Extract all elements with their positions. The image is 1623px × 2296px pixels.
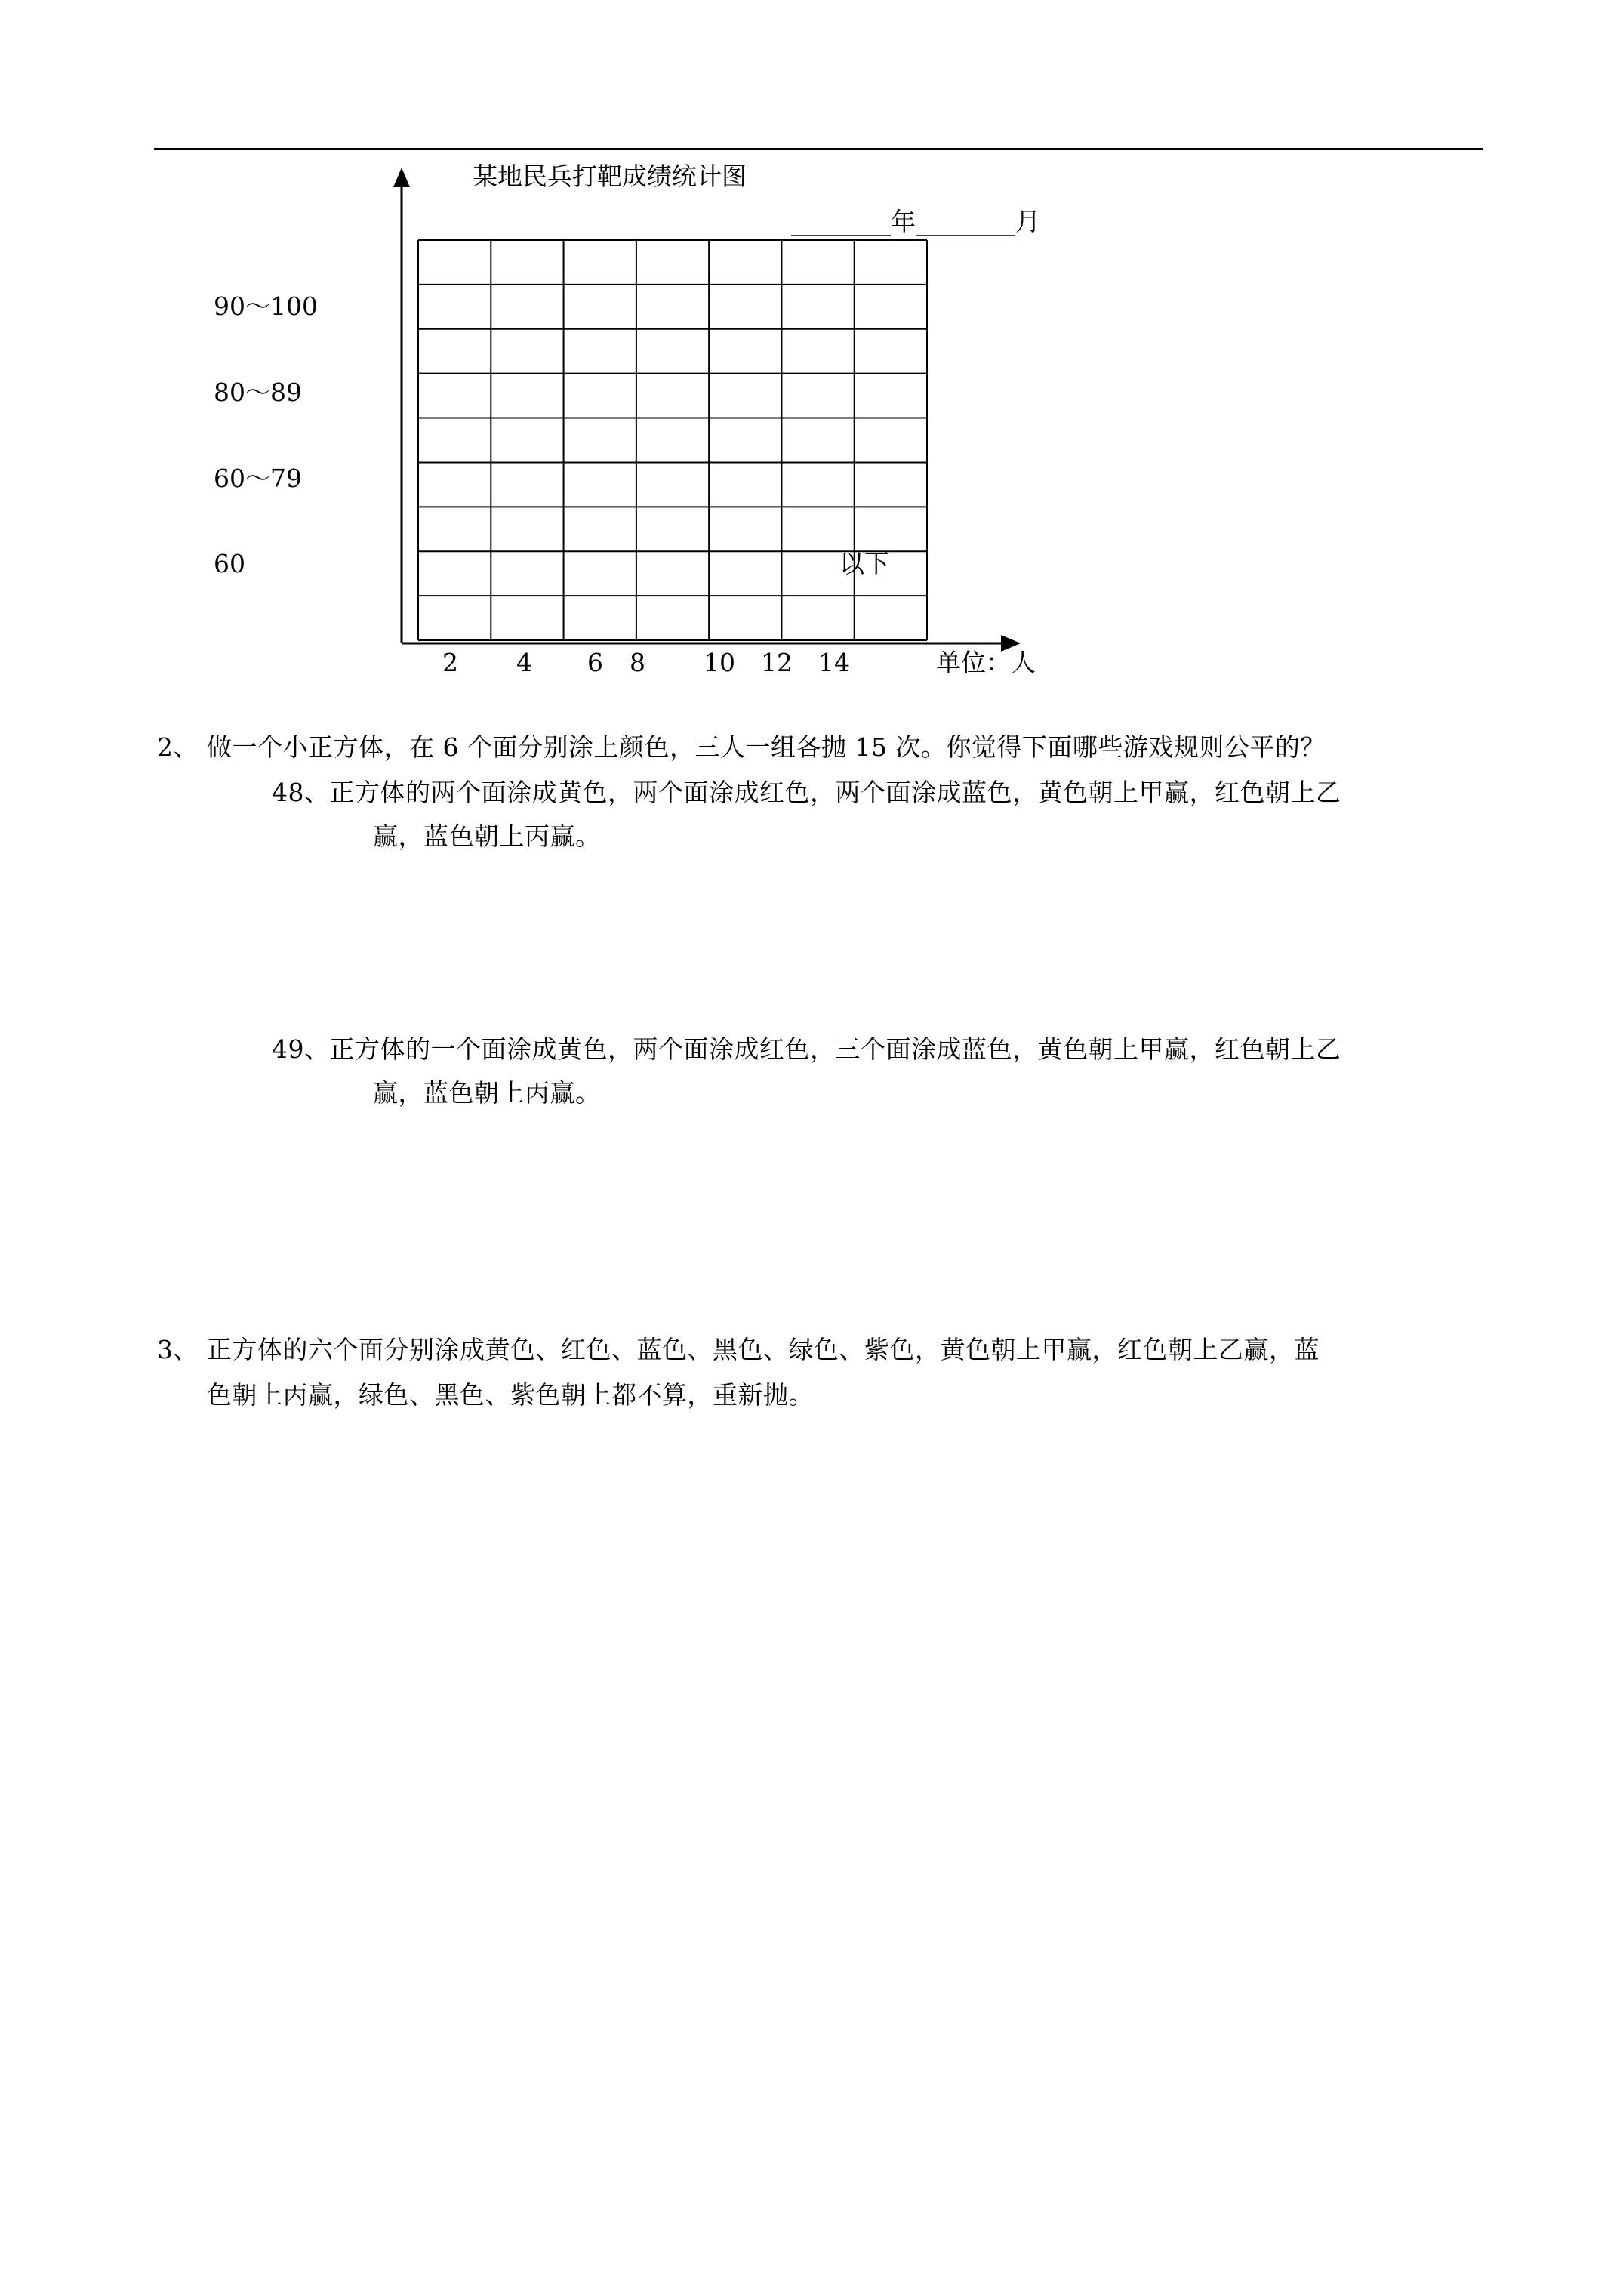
y-axis-arrow-icon: [393, 168, 410, 187]
question-49-line-2: 赢，蓝色朝上丙赢。: [373, 1078, 601, 1108]
question-2-stem: 2、 做一个小正方体，在 6 个面分别涂上颜色，三人一组各抛 15 次。你觉得下面哪些游戏规则公平的？: [157, 732, 1326, 762]
x-axis-arrow-icon: [1001, 635, 1021, 652]
date-line: ________年________月: [791, 207, 1040, 236]
x-tick-12: 12: [761, 648, 793, 677]
question-49-line-1: 49、正方体的一个面涂成黄色，两个面涂成红色，三个面涂成蓝色，黄色朝上甲赢，红色朝上乙: [272, 1034, 1341, 1064]
x-tick-14: 14: [818, 648, 850, 677]
x-tick-4: 4: [516, 648, 532, 677]
row-label-90-100: 90～100: [214, 291, 318, 321]
chart-title: 某地民兵打靶成绩统计图: [473, 162, 747, 191]
row-label-suffix: 以下: [839, 549, 889, 578]
question-3-line-2: 色朝上丙赢，绿色、黑色、紫色朝上都不算，重新抛。: [207, 1380, 814, 1410]
x-tick-8: 8: [630, 648, 645, 677]
row-label-60-79: 60～79: [214, 464, 302, 493]
x-tick-6: 6: [587, 648, 603, 677]
x-tick-2: 2: [442, 648, 458, 677]
question-48-line-2: 赢，蓝色朝上丙赢。: [373, 821, 601, 851]
question-3-line-1: 3、 正方体的六个面分别涂成黄色、红色、蓝色、黑色、绿色、紫色，黄色朝上甲赢，红色朝上乙赢，蓝: [157, 1335, 1320, 1364]
row-label-80-89: 80～89: [214, 378, 302, 407]
row-label-60: 60: [214, 549, 245, 578]
blank-chart-grid: [0, 0, 1623, 717]
x-tick-10: 10: [704, 648, 735, 677]
unit-label: 单位：人: [936, 648, 1036, 677]
question-48-line-1: 48、正方体的两个面涂成黄色，两个面涂成红色，两个面涂成蓝色，黄色朝上甲赢，红色朝上乙: [272, 778, 1341, 807]
